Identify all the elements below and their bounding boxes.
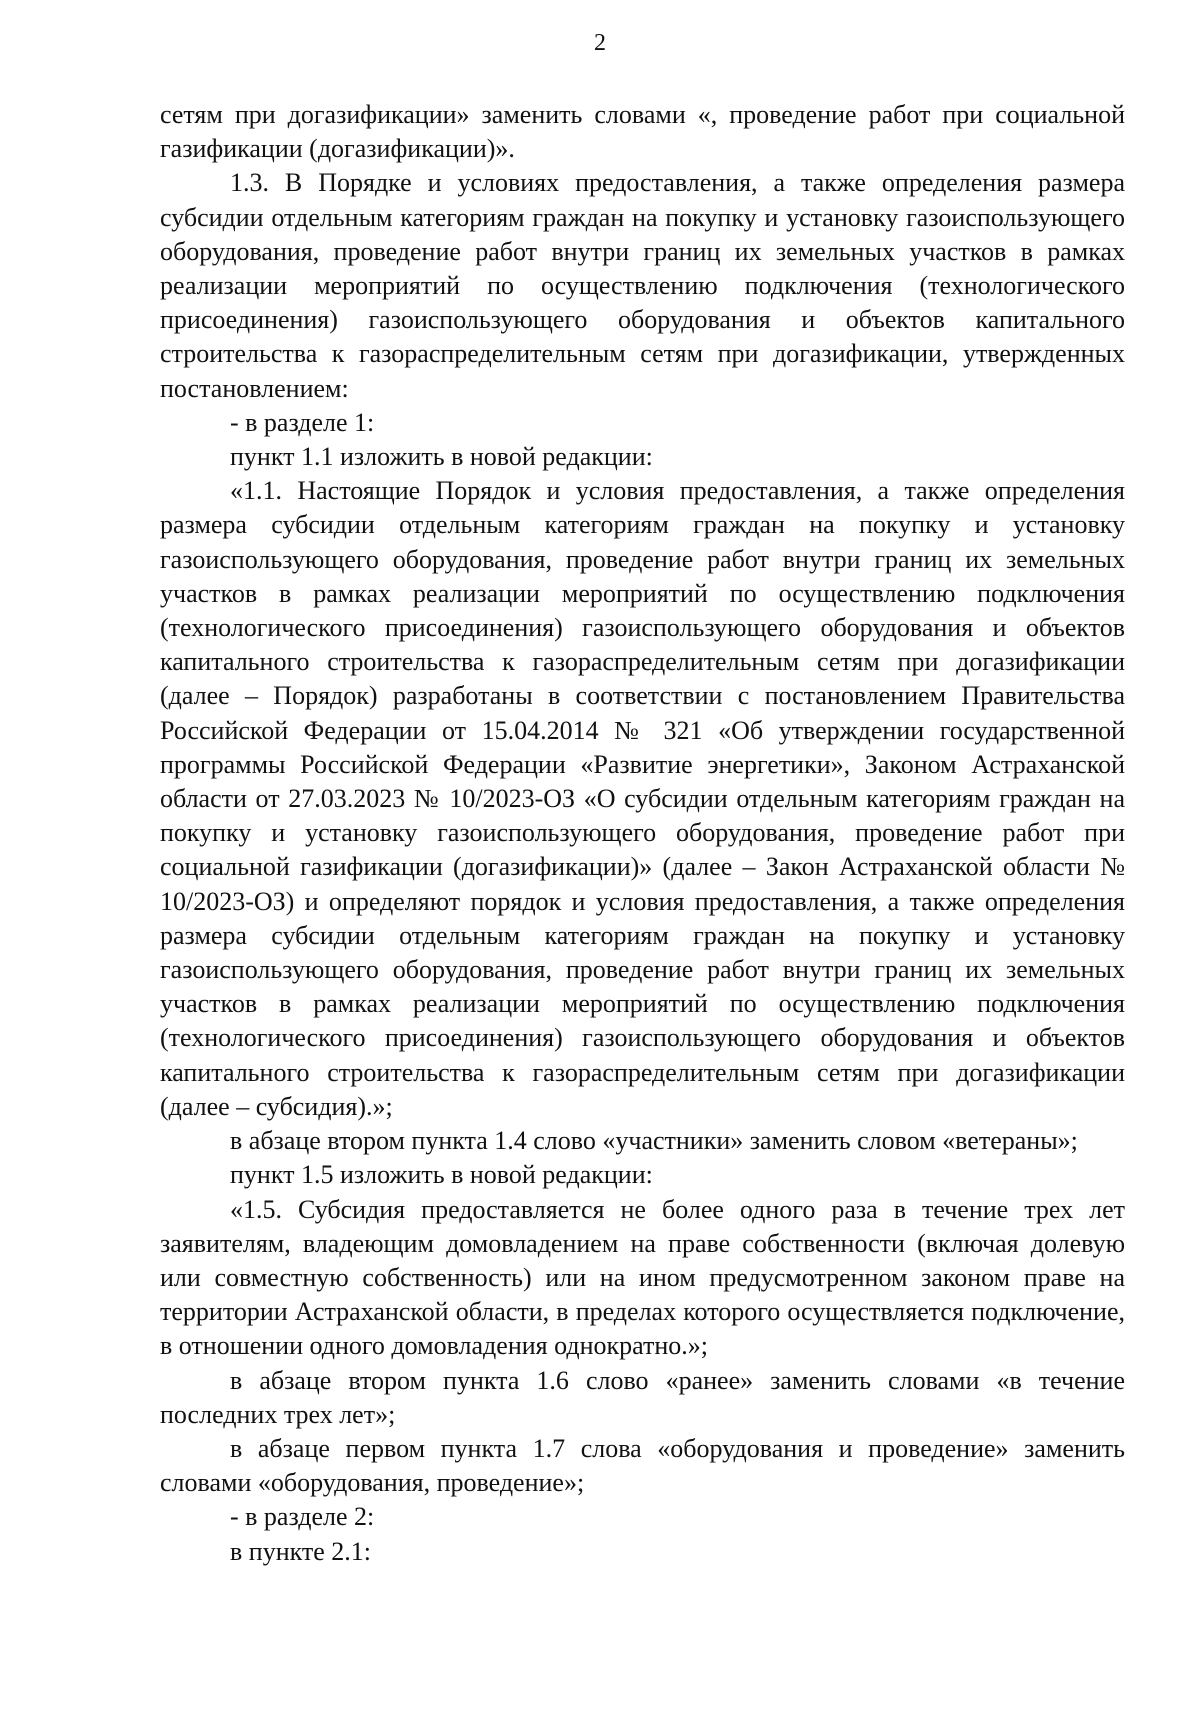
paragraph: 1.3. В Порядке и условиях предоставления, а также определения размера субсидии отдельным категориям граждан на покупку и установку газоиспользующего оборудования, проведение работ внутри границ их земельных участков в рамках реализации мероприятий по осуществлению подключения (технологического присоединения) газоиспользующего оборудования и объектов капитального строительства к газораспределительным сетям при догазификации, утвержденных постановлением:: [160, 168, 1125, 403]
paragraph: «1.5. Субсидия предоставляется не более одного раза в течение трех лет заявителям, владеющим домовладением на праве собственности (включая долевую или совместную собственность) или на ином предусмотренном законом праве на территории Астраханской области, в пределах которого осуществляется подключение, в отношении одного домовладения однократно.»;: [160, 1194, 1125, 1361]
paragraph: в абзаце первом пункта 1.7 слова «оборудования и проведение» заменить словами «оборудования, проведение»;: [160, 1433, 1125, 1498]
paragraph: - в разделе 1:: [230, 407, 375, 437]
paragraph: «1.1. Настоящие Порядок и условия предоставления, а также определения размера субсидии отдельным категориям граждан на покупку и установку газоиспользующего оборудования, проведение работ внутри границ их земельных участков в рамках реализации мероприятий по осуществлению подключения (технологического присоединения) газоиспользующего оборудования и объектов капитального строительства к газораспределительным сетям при догазификации (далее – Порядок) разработаны в соответствии с постановлением Правительства Российской Федерации от 15.04.2014 № 321 «Об утверждении государственной программы Российской Федерации «Развитие энергетики», Законом Астраханской области от 27.03.2023 № 10/2023-ОЗ «О субсидии отдельным категориям граждан на покупку и установку газоиспользующего оборудования, проведение работ при социальной газификации (догазификации)» (далее – Закон Астраханской области № 10/2023-ОЗ) и определяют порядок и условия предоставления, а также определения размера субсидии отдельным категориям граждан на покупку и установку газоиспользующего оборудования, проведение работ внутри границ их земельных участков в рамках реализации мероприятий по осуществлению подключения (технологического присоединения) газоиспользующего оборудования и объектов капитального строительства к газораспределительным сетям при догазификации (далее – субсидия).»;: [160, 476, 1125, 1121]
paragraph: пункт 1.5 изложить в новой редакции:: [230, 1160, 653, 1190]
paragraph: пункт 1.1 изложить в новой редакции:: [230, 442, 653, 472]
paragraph: сетям при догазификации» заменить словами «, проведение работ при социальной газификации (догазификации)».: [160, 100, 1125, 164]
page-number: 2: [594, 30, 606, 56]
paragraph: в пункте 2.1:: [230, 1536, 372, 1566]
paragraph: - в разделе 2:: [230, 1502, 375, 1532]
paragraph: в абзаце втором пункта 1.6 слово «ранее» заменить словами «в течение последних трех лет»;: [160, 1365, 1125, 1429]
paragraph: в абзаце втором пункта 1.4 слово «участники» заменить словом «ветераны»;: [230, 1126, 1078, 1156]
document-body: [160, 98, 1125, 1569]
